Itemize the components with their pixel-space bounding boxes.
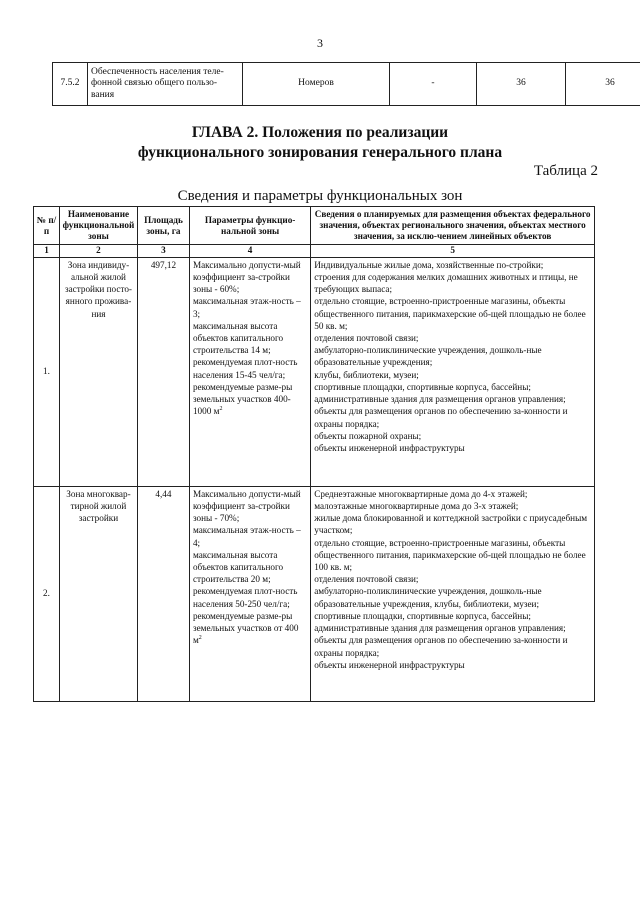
header-params: Параметры функцио-нальной зоны bbox=[189, 207, 310, 245]
header-name: Наименование функциональной зоны bbox=[59, 207, 137, 245]
param-item: рекомендуемая плот-ность населения 50-250 чел/га; bbox=[192, 586, 298, 609]
superscript: 2 bbox=[219, 406, 223, 413]
header-objects: Сведения о планируемых для размещения объектах федерального значения, объектах регионального значения, объектах местного значения, за исклю-чением линейных объектов bbox=[311, 207, 595, 245]
object-item: строения для содержания мелких домашних животных и птицы, не требующих выпаса; bbox=[314, 271, 578, 295]
item-unit: Номеров bbox=[243, 63, 390, 106]
object-item: Среднеэтажные многоквартирные дома до 4-х этажей; bbox=[314, 488, 528, 499]
table-title: Сведения и параметры функциональных зон bbox=[177, 188, 463, 204]
zones-table bbox=[33, 206, 595, 702]
param-item-text: рекомендуемые разме-ры земельных участков от 400 м bbox=[192, 610, 299, 646]
param-item-last bbox=[193, 610, 307, 647]
object-item: спортивные площадки, спортивные корпуса, бассейны; bbox=[314, 381, 531, 392]
object-item: объекты для размещения органов по обеспечению за-конности и охраны порядка; bbox=[314, 635, 568, 658]
table-row bbox=[34, 257, 595, 486]
param-item-text: рекомендуемые разме-ры земельных участков 400-1000 м bbox=[192, 381, 293, 417]
zone-objects bbox=[311, 486, 595, 701]
zone-area: 4,44 bbox=[137, 486, 189, 701]
top-table bbox=[52, 62, 640, 106]
item-value-a: 36 bbox=[477, 63, 566, 106]
param-item: максимальная высота объектов капитального строительства 20 м; bbox=[192, 549, 284, 585]
param-item: максимальная высота объектов капитального строительства 14 м; bbox=[192, 320, 284, 356]
column-number: 1 bbox=[34, 245, 60, 258]
object-item: отдельно стоящие, встроенно-пристроенные магазины, объекты общественного питания, парикмахерские об-щей площадью не более 50 кв. м; bbox=[314, 296, 586, 331]
object-item: отделения почтовой связи; bbox=[314, 333, 419, 343]
table-row bbox=[53, 63, 640, 106]
object-item: амбулаторно-поликлинические учреждения, дошколь-ные образовательные учреждения, клубы, библиотеки, музеи; bbox=[314, 586, 542, 609]
header-area: Площадь зоны, га bbox=[137, 207, 189, 245]
zone-objects bbox=[311, 257, 595, 486]
chapter-heading: ГЛАВА 2. Положения по реализации bbox=[191, 124, 449, 141]
table-label: Таблица 2 bbox=[533, 163, 598, 179]
param-item: максимальная этаж-ность – 3; bbox=[192, 296, 301, 319]
zone-area: 497,12 bbox=[137, 257, 189, 486]
item-value-b: 36 bbox=[566, 63, 640, 106]
row-number: 2. bbox=[34, 486, 60, 701]
header-num: № п/п bbox=[34, 207, 60, 245]
object-item: объекты пожарной охраны; bbox=[314, 430, 422, 441]
table-row bbox=[34, 486, 595, 701]
object-item: объекты инженерной инфраструктуры bbox=[314, 443, 465, 454]
zone-name: Зона многоквар-тирной жилой застройки bbox=[59, 486, 137, 701]
object-item: объекты инженерной инфраструктуры bbox=[314, 659, 465, 670]
param-item: максимальная этаж-ность – 4; bbox=[192, 525, 301, 548]
object-item: клубы, библиотеки, музеи; bbox=[314, 369, 419, 380]
object-item: жилые дома блокированной и коттеджной застройки с приусадебным участком; bbox=[314, 513, 588, 536]
page-number: 3 bbox=[317, 36, 323, 50]
zone-name: Зона индивиду-альной жилой застройки посто-янного прожива-ния bbox=[59, 257, 137, 486]
object-item: амбулаторно-поликлинические учреждения, дошколь-ные образовательные учреждения; bbox=[314, 345, 542, 368]
zone-params bbox=[189, 257, 310, 486]
object-item: Индивидуальные жилые дома, хозяйственные по-стройки; bbox=[314, 259, 544, 270]
param-item: Максимально допусти-мый коэффициент за-стройки зоны - 70%; bbox=[192, 488, 301, 524]
item-name: Обеспеченность населения теле-фонной связью общего пользо-вания bbox=[88, 63, 243, 106]
zone-params bbox=[189, 486, 310, 701]
param-item: рекомендуемая плот-ность населения 15-45 чел/га; bbox=[192, 357, 298, 380]
header-row bbox=[34, 207, 595, 245]
object-item: отдельно стоящие, встроенно-пристроенные магазины, объекты общественного питания, парикмахерские об-щей площадью не более 100 кв. м; bbox=[314, 537, 586, 572]
object-item: административные здания для размещения органов управления; bbox=[314, 623, 566, 634]
column-number: 5 bbox=[311, 245, 595, 258]
column-number: 2 bbox=[59, 245, 137, 258]
param-item: Максимально допусти-мый коэффициент за-стройки зоны - 60%; bbox=[192, 259, 301, 295]
object-item: объекты для размещения органов по обеспечению за-конности и охраны порядка; bbox=[314, 406, 568, 429]
item-code: 7.5.2 bbox=[53, 63, 88, 106]
param-item-last bbox=[193, 381, 307, 418]
row-number: 1. bbox=[34, 257, 60, 486]
superscript: 2 bbox=[198, 635, 202, 642]
chapter-subheading: функционального зонирования генерального плана bbox=[137, 144, 503, 161]
object-item: малоэтажные многоквартирные дома до 3-х этажей; bbox=[314, 500, 519, 511]
item-dash: - bbox=[390, 63, 477, 106]
object-item: отделения почтовой связи; bbox=[314, 574, 419, 585]
object-item: административные здания для размещения органов управления; bbox=[314, 394, 566, 405]
object-item: спортивные площадки, спортивные корпуса, бассейны; bbox=[314, 610, 531, 621]
column-number-row bbox=[34, 245, 595, 258]
column-number: 3 bbox=[137, 245, 189, 258]
column-number: 4 bbox=[189, 245, 310, 258]
